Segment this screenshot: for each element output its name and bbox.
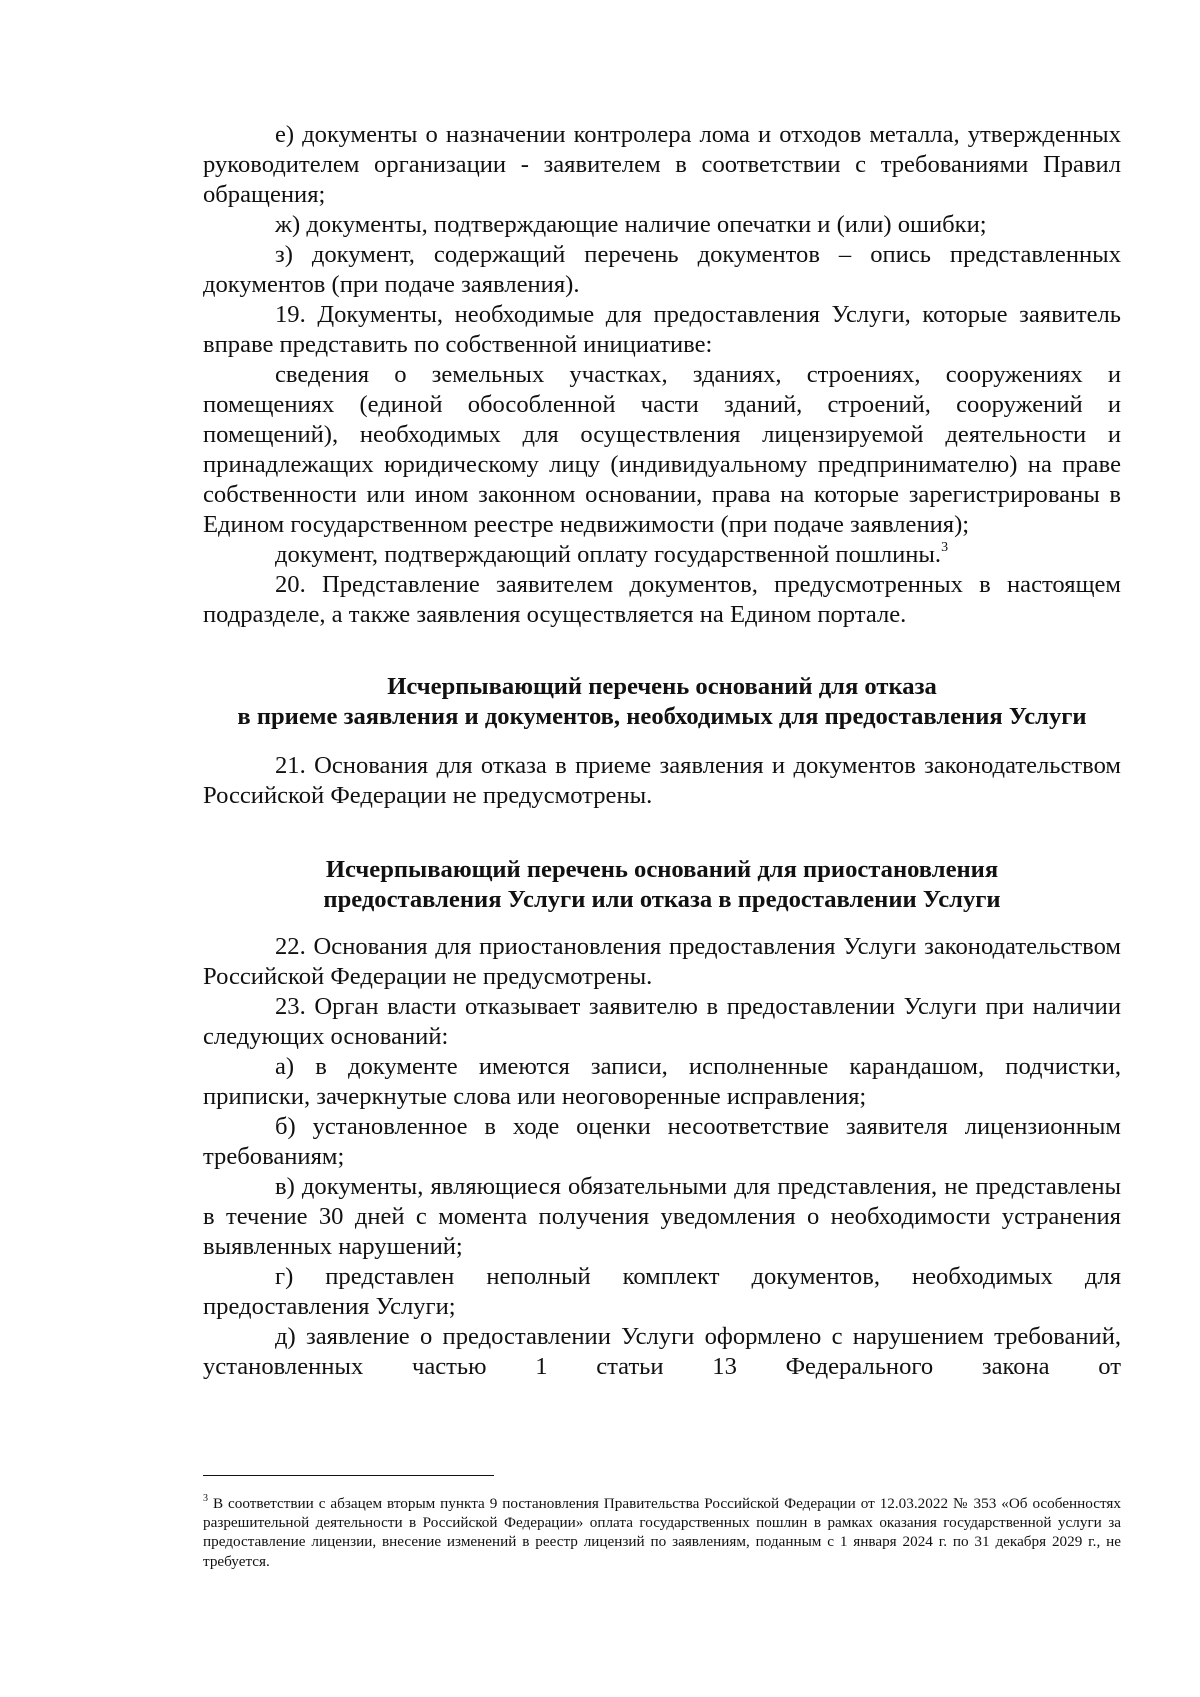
- footnote-separator: [203, 1475, 494, 1476]
- paragraph-19: 19. Документы, необходимые для предоставления Услуги, которые заявитель вправе представить по собственной инициативе:: [203, 301, 1121, 358]
- paragraph-e: е) документы о назначении контролера лома и отходов металла, утвержденных руководителем организации - заявителем в соответствии с требованиями Правил обращения;: [203, 121, 1121, 208]
- footnote-text: В соответствии с абзацем вторым пункта 9 постановления Правительства Российской Федерации от 12.03.2022 № 353 «Об особенностях разрешительной деятельности в Российской Федерации» оплата государственных пошлин в рамках оказания государственной услуги за предоставление лицензии, внесение изменений в реестр лицензий по заявлениям, поданным с 1 января 2024 г. по 31 декабря 2029 г., не требуется.: [203, 1495, 1122, 1570]
- paragraph-z: з) документ, содержащий перечень документов – опись представленных документов (при подаче заявления).: [203, 241, 1121, 298]
- footnote-number: 3: [203, 1492, 208, 1504]
- paragraph-fee-document: [203, 540, 1121, 570]
- paragraph-fee-text: документ, подтверждающий оплату государственной пошлины.: [275, 541, 942, 568]
- section-heading-suspension-refusal: [203, 855, 1121, 915]
- paragraph-a: а) в документе имеются записи, исполненные карандашом, подчистки, приписки, зачеркнутые слова или неоговоренные исправления;: [203, 1053, 1121, 1110]
- heading-line-2: предоставления Услуги или отказа в предоставлении Услуги: [323, 886, 1001, 913]
- paragraph-zh: ж) документы, подтверждающие наличие опечатки и (или) ошибки;: [275, 211, 987, 238]
- paragraph-v: в) документы, являющиеся обязательными для представления, не представлены в течение 30 дней с момента получения уведомления о необходимости устранения выявленных нарушений;: [203, 1173, 1121, 1260]
- footnote: [203, 1494, 1121, 1571]
- paragraph-21: 21. Основания для отказа в приеме заявления и документов законодательством Российской Федерации не предусмотрены.: [203, 752, 1121, 809]
- section-heading-refusal-acceptance: [203, 672, 1121, 732]
- paragraph-20: 20. Представление заявителем документов, предусмотренных в настоящем подразделе, а также заявления осуществляется на Едином портале.: [203, 571, 1121, 628]
- paragraph-g: г) представлен неполный комплект документов, необходимых для предоставления Услуги;: [203, 1263, 1121, 1320]
- paragraph-23: 23. Орган власти отказывает заявителю в предоставлении Услуги при наличии следующих оснований:: [203, 993, 1121, 1050]
- heading-line-1: Исчерпывающий перечень оснований для отказа: [387, 673, 937, 700]
- heading-line-1: Исчерпывающий перечень оснований для приостановления: [325, 856, 999, 883]
- paragraph-b: б) установленное в ходе оценки несоответствие заявителя лицензионным требованиям;: [203, 1113, 1121, 1170]
- paragraph-property-info: сведения о земельных участках, зданиях, строениях, сооружениях и помещениях (единой обособленной части зданий, строений, сооружений и помещений), необходимых для осуществления лицензируемой деятельности и принадлежащих юридическому лицу (индивидуальному предпринимателю) на праве собственности или ином законном основании, права на которые зарегистрированы в Едином государственном реестре недвижимости (при подаче заявления);: [203, 361, 1121, 538]
- footnote-reference: 3: [941, 539, 949, 555]
- document-body: [203, 120, 1121, 1382]
- paragraph-d: д) заявление о предоставлении Услуги оформлено с нарушением требований, установленных частью 1 статьи 13 Федерального закона от: [203, 1323, 1121, 1380]
- paragraph-22: 22. Основания для приостановления предоставления Услуги законодательством Российской Федерации не предусмотрены.: [203, 933, 1121, 990]
- heading-line-2: в приеме заявления и документов, необходимых для предоставления Услуги: [237, 703, 1087, 730]
